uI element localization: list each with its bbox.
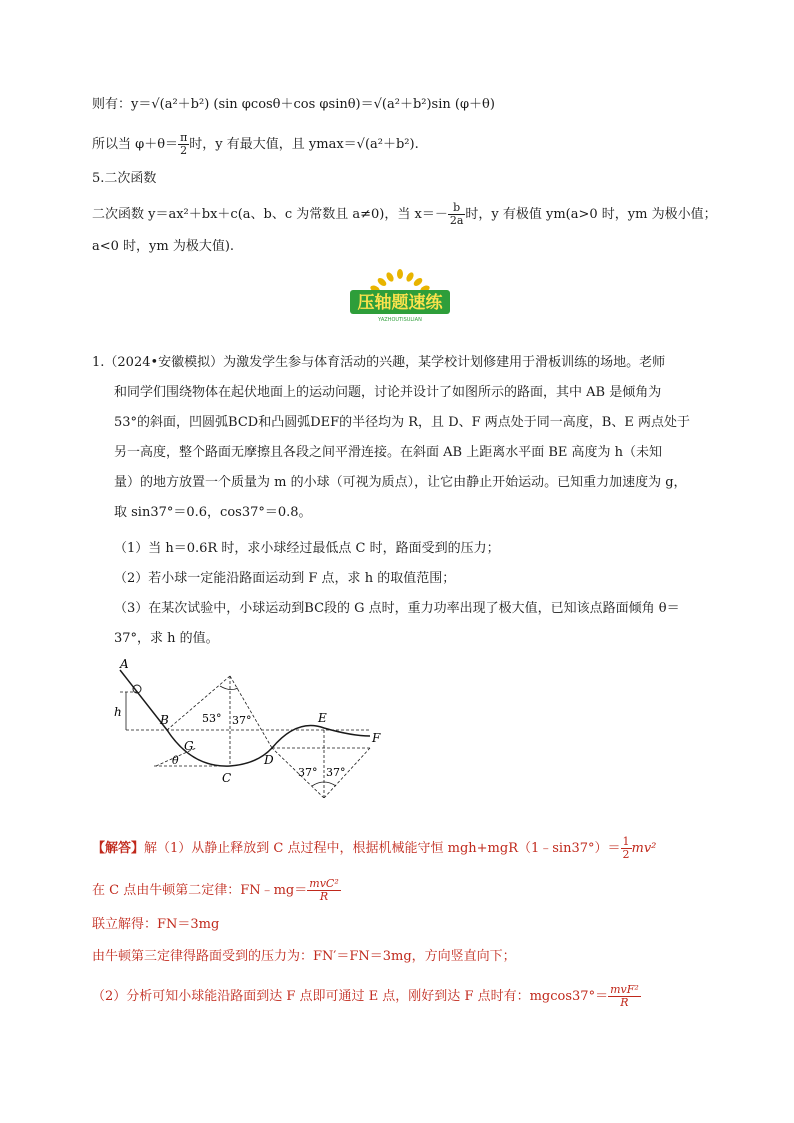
label-h: h [114,705,122,719]
problem-line-5: 量）的地方放置一个质量为 m 的小球（可视为质点），让它由静止开始运动。已知重力加速度为 g， [114,475,687,490]
pi-over-2-fraction: $\frac{\pi}{2}$ [180,131,188,157]
track-diagram [112,658,392,798]
problem-line-1: 1.（2024•安徽模拟）为激发学生参与体育活动的兴趣，某学校计划修建用于滑板训练的场地。老师 [92,355,666,370]
solution-line-3: 联立解得：FN＝3mg [92,917,220,932]
solution-line-4: 由牛顿第三定律得路面受到的压力为：FN′＝FN＝3mg，方向竖直向下； [92,949,516,964]
label-D: D [264,753,274,767]
label-theta: θ [172,754,179,767]
label-37-lower-left: 37° [298,766,318,779]
label-F: F [372,731,381,745]
intro-line-1: 则有：y＝√(a²＋b²) (sin φcosθ＋cos φsinθ)＝√(a²＋b²)sin (φ＋θ) [92,97,495,112]
question-1: （1）当 h＝0.6R 时，求小球经过最低点 C 时，路面受到的压力； [114,541,500,556]
problem-line-4: 另一高度，整个路面无摩擦且各段之间平滑连接。在斜面 AB 上距离水平面 BE 高度为 h（未知 [114,445,663,460]
section-5-title: 5.二次函数 [92,171,157,186]
label-37-upper: 37° [232,714,252,727]
answer-tag: 【解答】 [92,841,145,856]
problem-line-2: 和同学们围绕物体在起伏地面上的运动问题，讨论并设计了如图所示的路面，其中 AB 是倾角为 [114,385,662,400]
question-2: （2）若小球一定能沿路面运动到 F 点，求 h 的取值范围； [114,571,456,586]
solution-line-1: 【解答】解（1）从静止释放到 C 点过程中，根据机械能守恒 mgh+mgR（1﹣sin37°）＝ $\frac{1}{2}$ mv² [92,835,657,861]
label-37-lower-right: 37° [326,766,346,779]
quadratic-line-1: 二次函数 y＝ax²＋bx＋c(a、b、c 为常数且 a≠0)，当 x＝－ $\frac{b}{2a}$ 时，y 有极值 ym(a>0 时，ym 为极小值； [92,201,717,227]
label-G: G [184,739,194,753]
logo-sub-text: YAZHOUTISULIAN [378,317,422,323]
logo-main-text: 压轴题速练 [357,293,443,313]
label-C: C [222,771,232,785]
label-E: E [318,711,327,725]
mvf2-over-R-fraction: $\frac{\text{mvF²}}{R}$ [610,983,639,1009]
practice-logo [342,268,458,324]
label-53: 53° [202,712,222,725]
label-B: B [160,713,169,727]
intro-line-2: 所以当 φ＋θ＝ $\frac{\pi}{2}$ 时，y 有最大值，且 ymax＝√(a²＋b²). [92,131,419,157]
question-3-line-1: （3）在某次试验中，小球运动到BC段的 G 点时，重力功率出现了极大值，已知该点路面倾角 θ＝ [114,601,680,616]
b-over-2a-fraction: $\frac{b}{2a}$ [449,201,464,227]
label-A: A [120,658,129,671]
solution-line-2: 在 C 点由牛顿第二定律：FN﹣mg＝ $\frac{\text{mvC²}}{R}$ [92,877,339,903]
problem-line-3: 53°的斜面，凹圆弧BCD和凸圆弧DEF的半径均为 R，且 D、F 两点处于同一高度，B、E 两点处于 [114,415,690,430]
mvc2-over-R-fraction: $\frac{\text{mvC²}}{R}$ [309,877,339,903]
solution-line-5: （2）分析可知小球能沿路面到达 F 点即可通过 E 点，刚好到达 F 点时有：mgcos37°＝ $\frac{\text{mvF²}}{R}$ [92,983,639,1009]
question-3-line-2: 37°，求 h 的值。 [114,631,219,646]
one-half-fraction: $\frac{1}{2}$ [622,835,630,861]
problem-line-6: 取 sin37°＝0.6，cos37°＝0.8。 [114,505,312,520]
quadratic-line-2: a<0 时，ym 为极大值). [92,239,235,254]
